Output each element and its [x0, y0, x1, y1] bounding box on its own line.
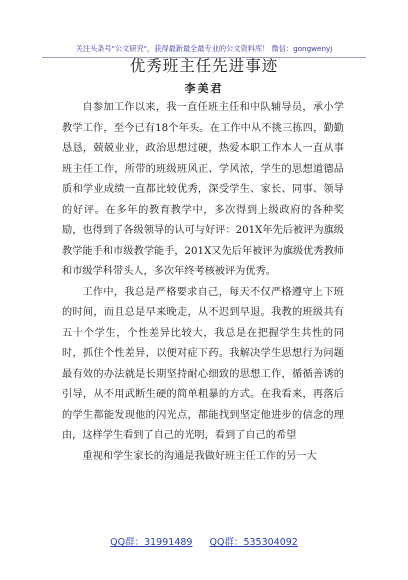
qq-group-link-1[interactable]: QQ群：31991489: [110, 537, 193, 548]
body-paragraph: 重视和学生家长的沟通是我做好班主任工作的另一大: [82, 450, 317, 462]
document-author: 李美君: [184, 82, 224, 95]
header-banner-text: 关注头条号"公文研究"，获得最新最全最专业的公文资料库！ 微信：gongwenyj: [75, 44, 333, 53]
body-paragraph: 自参加工作以来，我一直任班主任和中队辅导员，承小学教学工作，至今已有18个年头。在工作中从不挑三拣四，勤勤恳恳，兢兢业业，政治思想过硬，热爱本职工作本人一直从事班主任工作，所带的班级班风正、学风浓，学生的思想道德品质和学业成绩一直都比较优秀，深受学生、家长、同事、领导的好评。在多年的教育教学中，多次得到上级政府的各种奖励，也得到了各级领导的认可与好评：201X年先后被评为旗级教学能手和市级教学能手，201X又先后年被评为旗级优秀教师和市级学科带头人，多次年终考核被评为优秀。: [62, 102, 344, 277]
body-paragraph: 工作中，我总是严格要求自己，每天不仅严格遵守上下班的时间，而且总是早来晚走，从不迟到早退。我教的班级共有五十个学生，个性差异比较大，我总是在把握学生共性的同时，抓住个性差异，以便对症下药。我解决学生思想行为问题最有效的办法就是长期坚持耐心细致的思想工作，循循善诱的引导，从不用武断生硬的简单粗暴的方式。在我看来，再落后的学生都能发现他的闪光点，都能找到坚定他进步的信念的理由，这样学生看到了自己的光明，看到了自己的希望: [62, 286, 344, 441]
document-body: [62, 98, 344, 467]
page-footer: [0, 534, 408, 548]
qq-group-link-2[interactable]: QQ群：535304092: [209, 537, 298, 548]
document-title: 优秀班主任先进事迹: [129, 57, 279, 75]
